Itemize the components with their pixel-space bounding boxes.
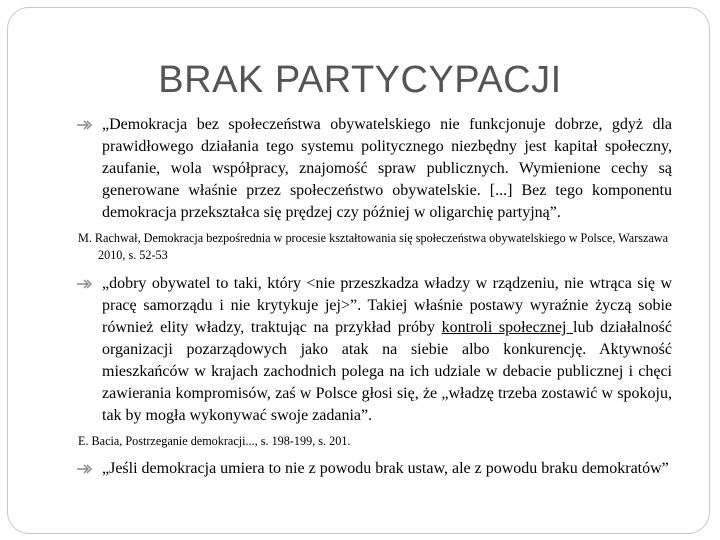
- quote-text-2-underlined: kontroli społecznej: [441, 319, 573, 336]
- arrow-bullet-icon: [76, 278, 94, 290]
- quote-text-3: „Jeśli demokracja umiera to nie z powodu brak ustaw, ale z powodu braku demokratów”: [102, 460, 669, 477]
- quote-text-1: „Demokracja bez społeczeństwa obywatelskiego nie funkcjonuje dobrze, gdyż dla prawidłowego działania tego systemu politycznego niezbędny jest kapitał społeczny, zaufanie, wola współpracy, znajomość spraw publicznych. Wymienione cechy są generowane właśnie przez społeczeństwo obywatelskie. [...] Bez tego komponentu demokracja przekształca się prędzej czy później w oligarchię partyjną”.: [102, 116, 672, 221]
- arrow-bullet-icon: [76, 119, 94, 131]
- quote-bullet-3: [74, 458, 672, 480]
- quote-text-2-before: „dobry obywatel to taki, który <nie przeszkadza władzy w rządzeniu, nie wtrąca się w pracę samorządu i nie krytykuje jej>”. Takiej właśnie postawy wyraźnie życzą sobie również elity władzy, traktując na przykład próby: [102, 275, 672, 336]
- slide-title: BRAK PARTYCYPACJI: [158, 59, 562, 101]
- quote-bullet-1: [74, 114, 672, 224]
- source-citation-1: M. Rachwał, Demokracja bezpośrednia w procesie kształtowania się społeczeństwa obywatelskiego w Polsce, Warszawa 2010, s. 52-53: [78, 231, 669, 262]
- quote-bullet-2: [74, 273, 672, 427]
- slide-content: [74, 114, 672, 480]
- source-citation-2: E. Bacia, Postrzeganie demokracji..., s. 198-199, s. 201.: [78, 434, 351, 448]
- arrow-bullet-icon: [76, 463, 94, 475]
- quote-text-2-after: lub działalność organizacji pozarządowych jako atak na siebie albo konkurencję. Aktywność mieszkańców w krajach zachodnich polega na ich udziale w debacie publicznej i chęci zawierania kompromisów, zaś w Polsce głosi się, że „władzę trzeba zostawić w spokoju, tak by mogła wykonywać swoje zadania”.: [102, 319, 673, 424]
